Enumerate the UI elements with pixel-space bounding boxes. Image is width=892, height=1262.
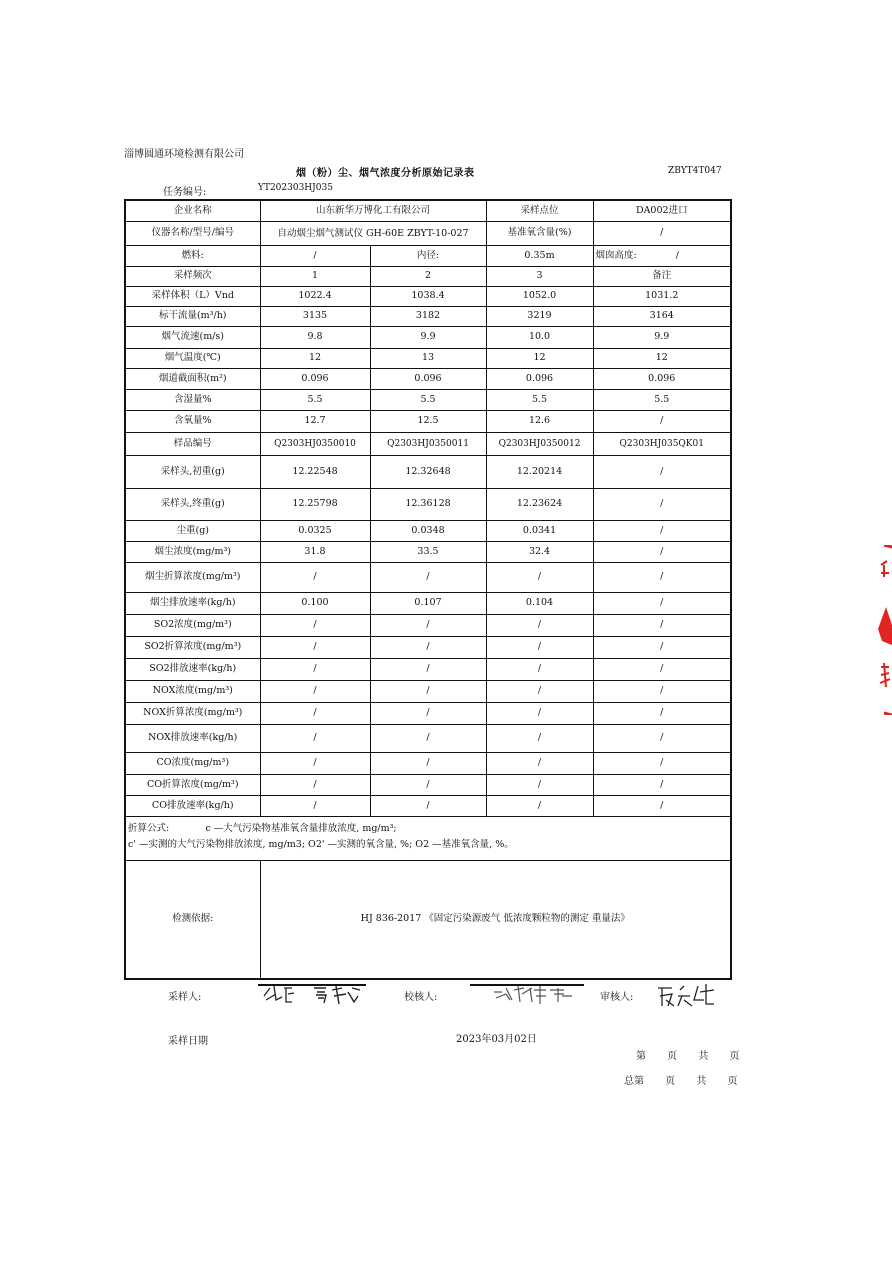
chimney-height-value: / — [675, 249, 679, 261]
task-number-value: YT202303HJ035 — [258, 183, 333, 193]
oxygen-value-3: 12.6 — [486, 410, 593, 432]
nox-conc-value-2: / — [370, 680, 486, 702]
sampler-signature-line — [258, 984, 366, 986]
formula-cell — [125, 816, 731, 860]
dust-conc-value-3: 32.4 — [486, 541, 593, 562]
co-conv-conc-value-4: / — [593, 774, 731, 795]
reference-oxygen-value: / — [593, 221, 731, 245]
nox-emission-rate-row — [125, 724, 731, 752]
frequency-col-3: 3 — [486, 266, 593, 286]
frequency-col-2: 2 — [370, 266, 486, 286]
nox-conv-conc-value-1: / — [260, 702, 370, 724]
std-flow-row — [125, 306, 731, 326]
basis-row — [125, 860, 731, 979]
co-conv-conc-value-1: / — [260, 774, 370, 795]
co-conv-conc-row — [125, 774, 731, 795]
co-conc-value-2: / — [370, 752, 486, 774]
nox-emission-rate-value-2: / — [370, 724, 486, 752]
head-final-weight-value-4: / — [593, 488, 731, 520]
moisture-value-2: 5.5 — [370, 389, 486, 410]
nox-emission-rate-value-4: / — [593, 724, 731, 752]
dust-weight-value-2: 0.0348 — [370, 520, 486, 541]
dust-emission-rate-value-3: 0.104 — [486, 592, 593, 614]
nox-conv-conc-row — [125, 702, 731, 724]
sample-volume-label: 采样体积（L）Vnd — [125, 286, 260, 306]
sample-id-value-3: Q2303HJ0350012 — [486, 432, 593, 455]
so2-conc-value-2: / — [370, 614, 486, 636]
oxygen-row — [125, 410, 731, 432]
dust-conv-conc-value-1: / — [260, 562, 370, 592]
total-page-number: 总第 页 共 页 — [624, 1076, 738, 1087]
flue-area-value-3: 0.096 — [486, 368, 593, 389]
moisture-value-1: 5.5 — [260, 389, 370, 410]
instrument-value: 自动烟尘烟气测试仪 GH-60E ZBYT-10-027 — [260, 221, 486, 245]
co-conc-value-3: / — [486, 752, 593, 774]
head-final-weight-value-1: 12.25798 — [260, 488, 370, 520]
head-final-weight-label: 采样头,终重(g) — [125, 488, 260, 520]
so2-conv-conc-value-1: / — [260, 636, 370, 658]
co-emission-rate-value-3: / — [486, 795, 593, 816]
nox-conc-label: NOX浓度(mg/m³) — [125, 680, 260, 702]
so2-emission-rate-label: SO2排放速率(kg/h) — [125, 658, 260, 680]
head-initial-weight-value-4: / — [593, 455, 731, 488]
head-final-weight-value-2: 12.36128 — [370, 488, 486, 520]
dust-conv-conc-value-4: / — [593, 562, 731, 592]
dust-weight-value-4: / — [593, 520, 731, 541]
oxygen-value-1: 12.7 — [260, 410, 370, 432]
head-final-weight-row — [125, 488, 731, 520]
so2-conv-conc-label: SO2折算浓度(mg/m³) — [125, 636, 260, 658]
flue-area-value-1: 0.096 — [260, 368, 370, 389]
co-conc-value-4: / — [593, 752, 731, 774]
nox-conv-conc-value-2: / — [370, 702, 486, 724]
fuel-label: 燃料: — [125, 245, 260, 266]
so2-conv-conc-value-4: / — [593, 636, 731, 658]
head-initial-weight-row — [125, 455, 731, 488]
flue-velocity-row — [125, 326, 731, 348]
head-initial-weight-value-1: 12.22548 — [260, 455, 370, 488]
flue-velocity-label: 烟气流速(m/s) — [125, 326, 260, 348]
reference-oxygen-label: 基准氧含量(%) — [486, 221, 593, 245]
sampler-label: 采样人: — [168, 992, 202, 1003]
nox-conc-value-4: / — [593, 680, 731, 702]
reviewer-signature — [656, 980, 720, 1010]
formula-row — [125, 816, 731, 860]
task-number-label: 任务编号: — [163, 187, 207, 198]
sample-id-label: 样品编号 — [125, 432, 260, 455]
so2-conv-conc-value-3: / — [486, 636, 593, 658]
flue-temp-value-4: 12 — [593, 348, 731, 368]
flue-temp-value-3: 12 — [486, 348, 593, 368]
nox-conc-row — [125, 680, 731, 702]
flue-area-row — [125, 368, 731, 389]
nox-emission-rate-label: NOX排放速率(kg/h) — [125, 724, 260, 752]
checker-label: 校核人: — [404, 992, 438, 1003]
sample-volume-value-1: 1022.4 — [260, 286, 370, 306]
diameter-label: 内径: — [370, 245, 486, 266]
red-stamp-fragment — [878, 545, 892, 715]
flue-temp-value-1: 12 — [260, 348, 370, 368]
sample-id-value-4: Q2303HJ035QK01 — [593, 432, 731, 455]
so2-conc-value-4: / — [593, 614, 731, 636]
sample-volume-value-2: 1038.4 — [370, 286, 486, 306]
company-name: 淄博圆通环境检测有限公司 — [124, 149, 244, 160]
dust-weight-label: 尘重(g) — [125, 520, 260, 541]
dust-emission-rate-value-1: 0.100 — [260, 592, 370, 614]
dust-conc-row — [125, 541, 731, 562]
enterprise-value: 山东新华万博化工有限公司 — [260, 200, 486, 221]
sample-id-row — [125, 432, 731, 455]
sample-volume-row — [125, 286, 731, 306]
flue-temp-value-2: 13 — [370, 348, 486, 368]
co-emission-rate-value-4: / — [593, 795, 731, 816]
co-conv-conc-label: CO折算浓度(mg/m³) — [125, 774, 260, 795]
dust-weight-row — [125, 520, 731, 541]
so2-emission-rate-value-1: / — [260, 658, 370, 680]
nox-conv-conc-value-3: / — [486, 702, 593, 724]
nox-conv-conc-label: NOX折算浓度(mg/m³) — [125, 702, 260, 724]
so2-conc-row — [125, 614, 731, 636]
head-initial-weight-value-3: 12.20214 — [486, 455, 593, 488]
fuel-row — [125, 245, 731, 266]
sample-volume-value-4: 1031.2 — [593, 286, 731, 306]
dust-emission-rate-value-4: / — [593, 592, 731, 614]
flue-area-value-2: 0.096 — [370, 368, 486, 389]
instrument-row — [125, 221, 731, 245]
nox-conc-value-1: / — [260, 680, 370, 702]
co-conc-label: CO浓度(mg/m³) — [125, 752, 260, 774]
flue-area-value-4: 0.096 — [593, 368, 731, 389]
so2-conv-conc-row — [125, 636, 731, 658]
flue-area-label: 烟道截面积(m²) — [125, 368, 260, 389]
sample-id-value-1: Q2303HJ0350010 — [260, 432, 370, 455]
dust-conc-value-1: 31.8 — [260, 541, 370, 562]
instrument-label: 仪器名称/型号/编号 — [125, 221, 260, 245]
dust-emission-rate-row — [125, 592, 731, 614]
sampling-date-value: 2023年03月02日 — [456, 1034, 537, 1045]
oxygen-value-4: / — [593, 410, 731, 432]
reviewer-label: 审核人: — [600, 992, 634, 1003]
moisture-value-4: 5.5 — [593, 389, 731, 410]
nox-emission-rate-value-3: / — [486, 724, 593, 752]
std-flow-value-3: 3219 — [486, 306, 593, 326]
moisture-row — [125, 389, 731, 410]
co-conc-value-1: / — [260, 752, 370, 774]
co-emission-rate-value-1: / — [260, 795, 370, 816]
moisture-label: 含湿量% — [125, 389, 260, 410]
so2-emission-rate-value-4: / — [593, 658, 731, 680]
dust-conc-value-4: / — [593, 541, 731, 562]
co-conv-conc-value-2: / — [370, 774, 486, 795]
std-flow-value-1: 3135 — [260, 306, 370, 326]
dust-conv-conc-row — [125, 562, 731, 592]
oxygen-value-2: 12.5 — [370, 410, 486, 432]
page-title: 烟（粉）尘、烟气浓度分析原始记录表 — [296, 168, 475, 179]
so2-emission-rate-row — [125, 658, 731, 680]
page-number: 第 页 共 页 — [636, 1051, 740, 1062]
sampling-point-value: DA002进口 — [593, 200, 731, 221]
std-flow-value-2: 3182 — [370, 306, 486, 326]
basis-label: 检测依据: — [125, 860, 260, 979]
co-conc-row — [125, 752, 731, 774]
co-conv-conc-value-3: / — [486, 774, 593, 795]
co-emission-rate-label: CO排放速率(kg/h) — [125, 795, 260, 816]
formula-line-2: c' —实测的大气污染物排放浓度, mg/m3; O2' —实测的氧含量, %; O2 —基准氧含量, %。 — [128, 838, 514, 850]
dust-weight-value-1: 0.0325 — [260, 520, 370, 541]
std-flow-value-4: 3164 — [593, 306, 731, 326]
flue-velocity-value-3: 10.0 — [486, 326, 593, 348]
dust-conv-conc-value-2: / — [370, 562, 486, 592]
co-emission-rate-row — [125, 795, 731, 816]
oxygen-label: 含氧量% — [125, 410, 260, 432]
nox-emission-rate-value-1: / — [260, 724, 370, 752]
moisture-value-3: 5.5 — [486, 389, 593, 410]
sample-id-value-2: Q2303HJ0350011 — [370, 432, 486, 455]
checker-signature-line — [470, 984, 584, 986]
dust-emission-rate-value-2: 0.107 — [370, 592, 486, 614]
diameter-value: 0.35m — [486, 245, 593, 266]
nox-conc-value-3: / — [486, 680, 593, 702]
nox-conv-conc-value-4: / — [593, 702, 731, 724]
head-initial-weight-label: 采样头,初重(g) — [125, 455, 260, 488]
flue-velocity-value-4: 9.9 — [593, 326, 731, 348]
flue-velocity-value-2: 9.9 — [370, 326, 486, 348]
so2-conc-value-3: / — [486, 614, 593, 636]
formula-line-1: 折算公式: c —大气污染物基准氧含量排放浓度, mg/m³; — [128, 822, 397, 834]
sampling-point-label: 采样点位 — [486, 200, 593, 221]
so2-emission-rate-value-2: / — [370, 658, 486, 680]
sampling-date-label: 采样日期 — [168, 1036, 208, 1047]
dust-conv-conc-label: 烟尘折算浓度(mg/m³) — [125, 562, 260, 592]
head-initial-weight-value-2: 12.32648 — [370, 455, 486, 488]
enterprise-label: 企业名称 — [125, 200, 260, 221]
dust-conv-conc-value-3: / — [486, 562, 593, 592]
flue-temp-row — [125, 348, 731, 368]
frequency-col-remark: 备注 — [593, 266, 731, 286]
flue-velocity-value-1: 9.8 — [260, 326, 370, 348]
chimney-height-cell — [593, 245, 731, 266]
so2-emission-rate-value-3: / — [486, 658, 593, 680]
dust-conc-label: 烟尘浓度(mg/m³) — [125, 541, 260, 562]
basis-value: HJ 836-2017 《固定污染源废气 低浓度颗粒物的测定 重量法》 — [260, 860, 731, 979]
sample-volume-value-3: 1052.0 — [486, 286, 593, 306]
dust-weight-value-3: 0.0341 — [486, 520, 593, 541]
document-code: ZBYT4T047 — [668, 166, 722, 176]
enterprise-row — [125, 200, 731, 221]
fuel-value: / — [260, 245, 370, 266]
so2-conc-value-1: / — [260, 614, 370, 636]
flue-temp-label: 烟气温度(℃) — [125, 348, 260, 368]
co-emission-rate-value-2: / — [370, 795, 486, 816]
dust-conc-value-2: 33.5 — [370, 541, 486, 562]
frequency-col-1: 1 — [260, 266, 370, 286]
frequency-row — [125, 266, 731, 286]
so2-conc-label: SO2浓度(mg/m³) — [125, 614, 260, 636]
chimney-height-label: 烟囱高度: — [595, 249, 637, 261]
std-flow-label: 标干流量(m³/h) — [125, 306, 260, 326]
frequency-label: 采样频次 — [125, 266, 260, 286]
head-final-weight-value-3: 12.23624 — [486, 488, 593, 520]
dust-emission-rate-label: 烟尘排放速率(kg/h) — [125, 592, 260, 614]
so2-conv-conc-value-2: / — [370, 636, 486, 658]
record-table — [124, 199, 732, 980]
